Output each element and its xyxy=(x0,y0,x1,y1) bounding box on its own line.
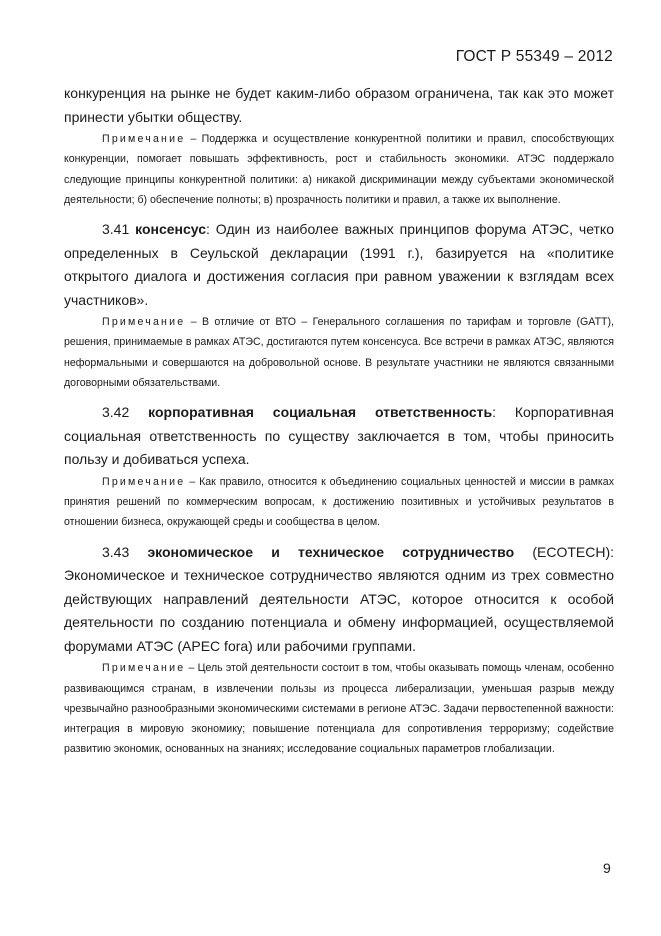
document-body xyxy=(64,82,614,760)
standard-header: ГОСТ Р 55349 – 2012 xyxy=(455,48,613,65)
section-number: 3.41 xyxy=(102,221,130,238)
note-label: Примечание xyxy=(102,662,186,675)
note-text: – Поддержка и осуществление конкурентной политики и правил, способствующих конкуренции, помогает повышать эффективность, рост и стабильность экономики. АТЭС поддержало следующие принципы конкурентной политики: а) никакой дискриминации между субъектами экономической деятельности; б) обеспечение полноты; в) прозрачность политики и правил, а также их выполнение. xyxy=(64,133,614,206)
section-3-41 xyxy=(64,218,614,312)
intro-paragraph: конкуренция на рынке не будет каким-либо образом ограничена, так как это может принести убытки обществу. xyxy=(64,85,614,125)
section-term: консенсус xyxy=(135,221,207,238)
section-separator: : xyxy=(492,404,496,421)
section-term: экономическое и техническое сотрудничество xyxy=(147,543,515,560)
note-text: – В отличие от ВТО – Генерального соглашения по тарифам и торговле (GATT), решения, принимаемые в рамках АТЭС, достигаются путем консенсуса. Все встречи в рамках АТЭС, являются неформальными и совершаются на добровольной основе. В результате участники не являются связанными договорными обязательствами. xyxy=(64,316,614,390)
section-text: Один из наиболее важных принципов форума АТЭС, четко определенных в Сеульской декларации (1991 г.), базируется на «политике открытого диалога и достижения согласия при равном уважении к взглядам всех участников». xyxy=(64,221,615,308)
note-1 xyxy=(64,129,614,210)
section-term: корпоративная социальная ответственность xyxy=(148,404,493,421)
section-3-43 xyxy=(64,541,614,659)
section-number: 3.42 xyxy=(102,404,130,421)
note-3 xyxy=(64,472,614,533)
section-text: Корпоративная социальная ответственность по существу заключается в том, чтобы приносить пользу и добиваться успеха. xyxy=(64,404,614,468)
note-label: Примечание xyxy=(102,133,186,145)
section-3-42 xyxy=(64,401,614,472)
page-number: 9 xyxy=(603,860,611,876)
section-text: (ECOTECH): Экономическое и техническое сотрудничество являются одним из трех совместно действующих направлений деятельности АТЭС, которое относится к особой деятельности по созданию потенциала и обмену информацией, осуществляемой форумами АТЭС (APEC fora) или рабочими группами. xyxy=(64,543,614,654)
note-2 xyxy=(64,312,614,393)
note-label: Примечание xyxy=(102,316,186,329)
note-text: – Как правило, относится к объединению социальных ценностей и миссии в рамках принятия решений по коммерческим вопросам, к достижению позитивных и устойчивых результатов в отношении бизнеса, окружающей среды и сообщества в целом. xyxy=(64,475,614,529)
section-separator: : xyxy=(206,221,210,238)
section-number: 3.43 xyxy=(102,543,130,560)
note-label: Примечание xyxy=(102,475,186,488)
note-text: – Цель этой деятельности состоит в том, чтобы оказывать помощь членам, особенно развивающимся странам, в извлечении пользы из процесса либерализации, уменьшая разрыв между чрезвычайно разнообразными экономическими системами в регионе АТЭС. Задачи первостепенной важности: интеграция в мировую экономику; повышение потенциала для сопротивления терроризму; содействие развитию экономик, основанных на знаниях; исследование социальных параметров глобализации. xyxy=(64,662,614,756)
note-4 xyxy=(64,658,614,759)
